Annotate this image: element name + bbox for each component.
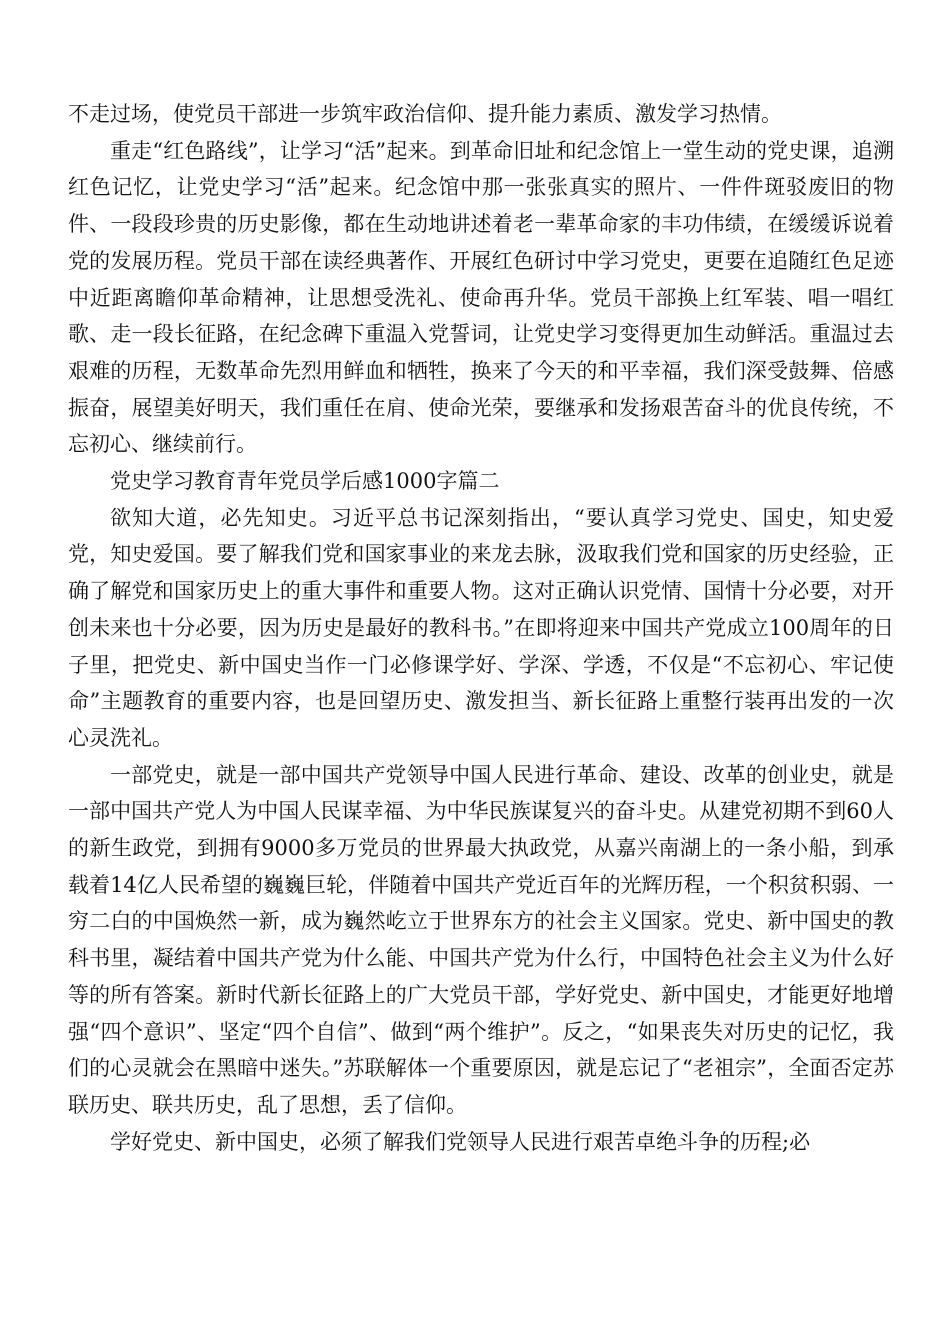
paragraph-study-history: 学好党史、新中国史，必须了解我们党领导人民进行艰苦卓绝斗争的历程;必 — [110, 1129, 811, 1154]
document-body — [68, 96, 894, 1160]
section-heading: 党史学习教育青年党员学后感1000字篇二 — [110, 469, 500, 494]
paragraph-red-route: 重走“红色路线”，让学习“活”起来。到革命旧址和纪念馆上一堂生动的党史课，追溯红色记忆，让党史学习“活”起来。纪念馆中那一张张真实的照片、一件件斑驳废旧的物件、一段段珍贵的历史影像，都在生动地讲述着老一辈革命家的丰功伟绩，在缓缓诉说着党的发展历程。党员干部在读经典著作、开展红色研讨中学习党史，更要在追随红色足迹中近距离瞻仰革命精神，让思想受洗礼、使命再升华。党员干部换上红军装、唱一唱红歌、走一段长征路，在纪念碑下重温入党誓词，让党史学习变得更加生动鲜活。重温过去艰难的历程，无数革命先烈用鲜血和牺牲，换来了今天的和平幸福，我们深受鼓舞、倍感振奋，展望美好明天，我们重任在肩、使命光荣，要继承和发扬艰苦奋斗的优良传统，不忘初心、继续前行。 — [68, 138, 894, 457]
paragraph-party-history: 一部党史，就是一部中国共产党领导中国人民进行革命、建设、改革的创业史，就是一部中国共产党人为中国人民谋幸福、为中华民族谋复兴的奋斗史。从建党初期不到60人的新生政党，到拥有9000多万党员的世界最大执政党，从嘉兴南湖上的一条小船，到承载着14亿人民希望的巍巍巨轮，伴随着中国共产党近百年的光辉历程，一个积贫积弱、一穷二白的中国焕然一新，成为巍然屹立于世界东方的社会主义国家。党史、新中国史的教科书里，凝结着中国共产党为什么能、中国共产党为什么行，中国特色社会主义为什么好等的所有答案。新时代新长征路上的广大党员干部，学好党史、新中国史，才能更好地增强“四个意识”、坚定“四个自信”、做到“两个维护”。反之，“如果丧失对历史的记忆，我们的心灵就会在黑暗中迷失。”苏联解体一个重要原因，就是忘记了“老祖宗”，全面否定苏联历史、联共历史，乱了思想，丢了信仰。 — [68, 762, 894, 1117]
paragraph-know-history: 欲知大道，必先知史。习近平总书记深刻指出，“要认真学习党史、国史，知史爱党，知史爱国。要了解我们党和国家事业的来龙去脉，汲取我们党和国家的历史经验，正确了解党和国家历史上的重大事件和重要人物。这对正确认识党情、国情十分必要，对开创未来也十分必要，因为历史是最好的教科书。”在即将迎来中国共产党成立100周年的日子里，把党史、新中国史当作一门必修课学好、学深、学透，不仅是“不忘初心、牢记使命”主题教育的重要内容，也是回望历史、激发担当、新长征路上重整行装再出发的一次心灵洗礼。 — [68, 505, 894, 750]
paragraph-continuation: 不走过场，使党员干部进一步筑牢政治信仰、提升能力素质、激发学习热情。 — [68, 102, 782, 126]
